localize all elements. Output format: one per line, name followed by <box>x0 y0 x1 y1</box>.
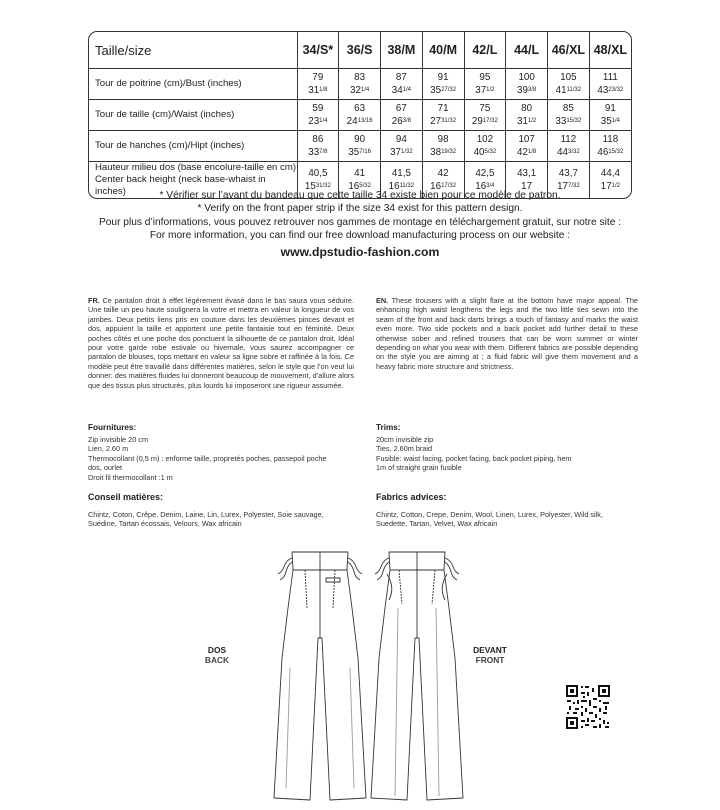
cell-inch-fraction: 1/4 <box>402 86 411 93</box>
back-label-fr: DOS <box>207 645 227 655</box>
cell-cm: 111 <box>602 71 618 83</box>
size-col: 34/S* <box>297 32 339 69</box>
cell-inch-whole: 16 <box>430 180 442 192</box>
cell-cm: 63 <box>354 102 366 114</box>
cell-inch-fraction: 23/32 <box>608 86 624 93</box>
cell-inch-whole: 31 <box>517 115 528 127</box>
row-label <box>89 100 297 131</box>
cell-cm: 80 <box>521 102 533 114</box>
cell-inch <box>339 84 380 97</box>
cell-inch-whole: 41 <box>555 84 567 96</box>
cell-cm: 42 <box>437 167 449 179</box>
fr-description: Ce pantalon droit à effet légèrement évasé dans le bas saura vous séduire. Une taille un peu haute soulignera la votre et mettra en valeur la longueur de vos jambes. Deux petits liens pris en couture dans les deuxièmes pinces devant et dos, appuient la taille et apportent une petite fantaisie tout en féminité. Deux poches côtés et une poche dos ponctuent la silhouette de ce pantalon droit. Idéal pour votre garde robe estivale ou hivernale, vous saurez accompagner ce pantalon de blouses, tops mettant en valeur sa ligne sobre et raffinée à la fois. Ce modèle peut être travaillé dans différentes matières, selon le style que l’on veut lui donner: des matières fluides lui donneront beaucoup de mouvement, d’allure alors que des tissus plus structurés, plus lourds lui imposeront une rigueur assumée. <box>88 296 354 390</box>
cell-inch <box>590 84 631 97</box>
front-view-label <box>462 645 518 665</box>
cell-inch-fraction: 31/32 <box>441 117 457 124</box>
table-cell <box>297 131 339 162</box>
size-col: 42/L <box>464 32 506 69</box>
size-notes <box>90 189 630 259</box>
cell-cm: 100 <box>518 71 535 83</box>
cell-inch-fraction: 7/8 <box>319 148 328 155</box>
table-cell <box>339 131 381 162</box>
list-item: Thermocollant (0,5 m) : enforme taille, propretés poches, passepoil poche dos, ourlet <box>88 453 327 473</box>
cell-inch <box>465 115 506 128</box>
cell-inch <box>381 115 422 128</box>
cell-cm: 41,5 <box>391 167 411 179</box>
list-item: Fusible: waist facing, pocket facing, back pocket piping, hem <box>376 453 572 463</box>
size-header-label: Taille/size <box>89 32 297 69</box>
cell-inch <box>548 84 589 97</box>
website-link[interactable]: www.dpstudio-fashion.com <box>280 244 440 259</box>
table-cell <box>548 69 590 100</box>
cell-inch-fraction: 19/32 <box>441 148 457 155</box>
cell-inch-fraction: 3/32 <box>567 148 580 155</box>
table-cell <box>506 100 548 131</box>
cell-cm: 118 <box>602 133 619 145</box>
cell-cm: 87 <box>395 71 407 83</box>
size-col: 46/XL <box>548 32 590 69</box>
cell-inch-whole: 29 <box>471 115 483 127</box>
cell-inch-fraction: 11/32 <box>399 182 415 189</box>
description-en <box>376 296 638 371</box>
cell-inch-whole: 24 <box>346 115 358 127</box>
cell-inch-fraction: 7/16 <box>359 148 371 155</box>
trousers-back-illustration <box>268 548 372 808</box>
cell-inch-whole: 39 <box>517 84 528 96</box>
cell-inch-fraction: 31/32 <box>315 182 331 189</box>
fabrics-list-en: Chintz, Cotton, Crepe, Denim, Wool, Linen, Lurex, Polyester, Wild silk, Suedette, Tartan, Velvet, Wax africain <box>376 510 603 529</box>
row-label-text: Tour de hanches (cm)/Hipt (inches) <box>95 140 245 151</box>
cell-cm: 91 <box>437 71 449 83</box>
cell-inch-whole: 23 <box>308 115 320 127</box>
supplies-list-en <box>376 435 638 473</box>
cell-inch <box>590 115 631 128</box>
cell-inch-fraction: 1/8 <box>319 86 328 93</box>
supplies-title-fr: Fournitures: <box>88 423 137 432</box>
cell-inch <box>590 146 631 159</box>
back-label-en: BACK <box>204 655 230 665</box>
table-cell <box>548 131 590 162</box>
cell-cm: 102 <box>476 133 494 145</box>
note-en: * Verify on the front paper strip if the size 34 exist for this pattern design. <box>197 203 523 215</box>
cell-inch <box>506 84 547 97</box>
list-item: 20cm invisible zip <box>376 435 434 444</box>
cell-inch-fraction: 11/32 <box>566 86 582 93</box>
cell-inch <box>381 146 422 159</box>
cell-cm: 85 <box>562 102 574 114</box>
cell-inch-whole: 15 <box>304 180 316 192</box>
cell-cm: 95 <box>479 71 491 83</box>
cell-inch <box>339 146 380 159</box>
cell-inch-whole: 40 <box>473 146 485 158</box>
description-fr <box>88 296 354 390</box>
cell-inch <box>548 115 589 128</box>
cell-cm: 41 <box>354 167 366 179</box>
cell-inch-fraction: 17/32 <box>482 117 498 124</box>
cell-cm: 40,5 <box>308 167 328 179</box>
qr-code-icon[interactable] <box>565 684 611 730</box>
note-fr: * Vérifier sur l’avant du bandeau que cette taille 34 existe bien pour ce modèle de patron. <box>159 190 561 201</box>
back-view-label <box>192 645 242 665</box>
cell-cm: 98 <box>437 133 449 145</box>
cell-inch-whole: 37 <box>390 146 401 158</box>
cell-inch-whole: 35 <box>600 115 612 127</box>
cell-cm: 83 <box>354 71 366 83</box>
cell-inch <box>548 146 589 159</box>
info-en: For more information, you can find our free download manufacturing process on our website : <box>149 230 571 242</box>
cell-inch <box>423 146 464 159</box>
cell-inch <box>423 115 464 128</box>
size-col: 40/M <box>422 32 464 69</box>
cell-inch-fraction: 1/2 <box>611 182 620 189</box>
row-label-text: Tour de taille (cm)/Waist (inches) <box>95 109 235 120</box>
table-cell <box>422 69 464 100</box>
list-item: Zip invisible 20 cm <box>88 435 149 444</box>
cell-inch-fraction: 3/8 <box>527 86 537 93</box>
table-row <box>89 131 631 162</box>
cell-inch-whole: 26 <box>391 115 403 127</box>
cell-inch-whole: 44 <box>557 146 568 158</box>
table-cell <box>339 100 381 131</box>
cell-inch-whole: 37 <box>475 84 487 96</box>
cell-inch-whole: 16 <box>475 180 487 192</box>
table-cell <box>381 100 423 131</box>
table-cell <box>297 100 339 131</box>
size-col: 38/M <box>381 32 423 69</box>
fabrics-title-en: Fabrics advices: <box>376 492 447 502</box>
cell-cm: 112 <box>560 133 577 145</box>
cell-inch-fraction: 5/32 <box>359 182 371 189</box>
cell-inch-whole: 42 <box>517 146 528 158</box>
en-tag: EN. <box>376 296 389 305</box>
cell-inch-whole: 17 <box>600 180 612 192</box>
cell-cm: 90 <box>354 133 366 145</box>
row-label-text-en: Center back height (neck base-whaist in inches) <box>95 174 266 197</box>
cell-inch-whole: 38 <box>430 146 442 158</box>
cell-cm: 75 <box>479 102 491 114</box>
cell-inch-whole: 17 <box>521 180 533 192</box>
cell-inch-fraction: 13/16 <box>357 117 373 124</box>
list-item: Lien, 2.60 m <box>88 444 129 454</box>
table-cell <box>506 131 548 162</box>
table-cell <box>422 100 464 131</box>
cell-cm: 105 <box>560 71 577 83</box>
cell-inch-fraction: 1/2 <box>527 117 537 124</box>
cell-cm: 94 <box>395 133 407 145</box>
cell-cm: 42,5 <box>475 167 495 179</box>
cell-inch-fraction: 7/32 <box>567 182 580 189</box>
cell-inch <box>381 84 422 97</box>
cell-inch-fraction: 5/32 <box>484 148 497 155</box>
size-col: 48/XL <box>589 32 631 69</box>
list-item: Droit fil thermocollant :1 m <box>88 472 173 482</box>
table-cell <box>548 100 590 131</box>
cell-inch-whole: 16 <box>388 180 400 192</box>
cell-inch-fraction: 3/8 <box>402 117 411 124</box>
supplies-title-en: Trims: <box>376 423 401 432</box>
table-cell <box>297 69 339 100</box>
cell-inch-whole: 31 <box>308 84 320 96</box>
cell-inch-whole: 46 <box>597 146 609 158</box>
cell-inch-whole: 16 <box>348 180 360 192</box>
cell-inch-whole: 32 <box>350 84 361 96</box>
table-row <box>89 69 631 100</box>
table-cell <box>589 100 631 131</box>
row-label-text: Hauteur milieu dos (base encolure-taille en cm) <box>95 162 297 173</box>
cell-inch-fraction: 17/32 <box>441 182 457 189</box>
cell-cm: 71 <box>437 102 449 114</box>
table-cell <box>381 131 423 162</box>
cell-inch-whole: 33 <box>308 146 320 158</box>
front-label-en: FRONT <box>475 655 505 665</box>
cell-inch-fraction: 1/8 <box>527 148 537 155</box>
front-label-fr: DEVANT <box>473 645 507 655</box>
cell-inch <box>465 146 506 159</box>
cell-cm: 44,4 <box>600 167 620 179</box>
table-cell <box>589 69 631 100</box>
cell-inch-whole: 17 <box>557 180 568 192</box>
cell-cm: 86 <box>312 133 324 145</box>
info-fr: Pour plus d’informations, vous pouvez retrouver nos gammes de montage en téléchargement gratuit, sur notre site : <box>98 216 622 228</box>
fabrics-title-fr: Conseil matières: <box>88 492 164 502</box>
cell-inch <box>298 115 339 128</box>
cell-inch-fraction: 1/4 <box>319 117 328 124</box>
size-col: 36/S <box>339 32 381 69</box>
table-cell <box>589 131 631 162</box>
row-label <box>89 69 297 100</box>
list-item: Ties, 2.60m braid <box>376 444 433 454</box>
table-cell <box>506 69 548 100</box>
row-label-text: Tour de poitrine (cm)/Bust (inches) <box>95 78 242 89</box>
trousers-front-illustration <box>365 548 469 808</box>
fr-tag: FR. <box>88 296 100 305</box>
cell-inch <box>298 84 339 97</box>
cell-inch <box>339 115 380 128</box>
cell-cm: 79 <box>312 71 324 83</box>
cell-inch-whole: 43 <box>597 84 609 96</box>
cell-cm: 43,7 <box>558 167 578 179</box>
en-description: These trousers with a slight flare at the bottom have major appeal. The enhancing high waist lengthens the legs and the two little ties sewn into the seam of the front and back darts brings a touch of fantasy and marks the waist even more. Two side pockets and a back pocket add further detail to these otherwise sober and refined trousers that can be worn summer or winter depending on what you wear with them. Different fabrics are possible depending on the style you are aiming at ; a fluid fabric will give them movement and a heavy fabric more structure and strictness. <box>376 296 638 371</box>
table-cell <box>464 69 506 100</box>
cell-inch-fraction: 1/32 <box>400 148 413 155</box>
cell-cm: 67 <box>395 102 407 114</box>
table-cell <box>422 131 464 162</box>
cell-inch <box>506 115 547 128</box>
cell-cm: 59 <box>312 102 324 114</box>
cell-inch-whole: 35 <box>348 146 360 158</box>
size-col: 44/L <box>506 32 548 69</box>
cell-inch-fraction: 27/32 <box>441 86 457 93</box>
table-cell <box>464 100 506 131</box>
cell-inch-whole: 34 <box>391 84 403 96</box>
fabrics-list-fr: Chintz, Coton, Crêpe, Denim, Laine, Lin, Lurex, Polyester, Soie sauvage, Suédine, Tartan écossais, Velours, Wax africain <box>88 510 324 529</box>
cell-inch-whole: 27 <box>430 115 442 127</box>
row-label <box>89 131 297 162</box>
cell-inch-fraction: 1/4 <box>611 117 620 124</box>
list-item: 1m of straight grain fusible <box>376 463 462 473</box>
cell-inch <box>465 84 506 97</box>
cell-inch <box>506 146 547 159</box>
cell-inch <box>298 146 339 159</box>
cell-cm: 107 <box>518 133 535 145</box>
cell-inch-fraction: 1/4 <box>360 86 370 93</box>
cell-inch-fraction: 15/32 <box>566 117 582 124</box>
cell-inch-fraction: 3/4 <box>486 182 495 189</box>
table-cell <box>381 69 423 100</box>
table-cell <box>464 131 506 162</box>
table-cell <box>339 69 381 100</box>
cell-inch-fraction: 1/2 <box>486 86 495 93</box>
cell-cm: 43,1 <box>517 167 537 179</box>
size-chart <box>88 31 632 199</box>
cell-inch-whole: 33 <box>555 115 567 127</box>
cell-inch-fraction: 15/32 <box>608 148 624 155</box>
cell-inch <box>423 84 464 97</box>
cell-cm: 91 <box>604 102 616 114</box>
supplies-list-fr <box>88 435 338 482</box>
table-row <box>89 100 631 131</box>
cell-inch-whole: 35 <box>430 84 442 96</box>
